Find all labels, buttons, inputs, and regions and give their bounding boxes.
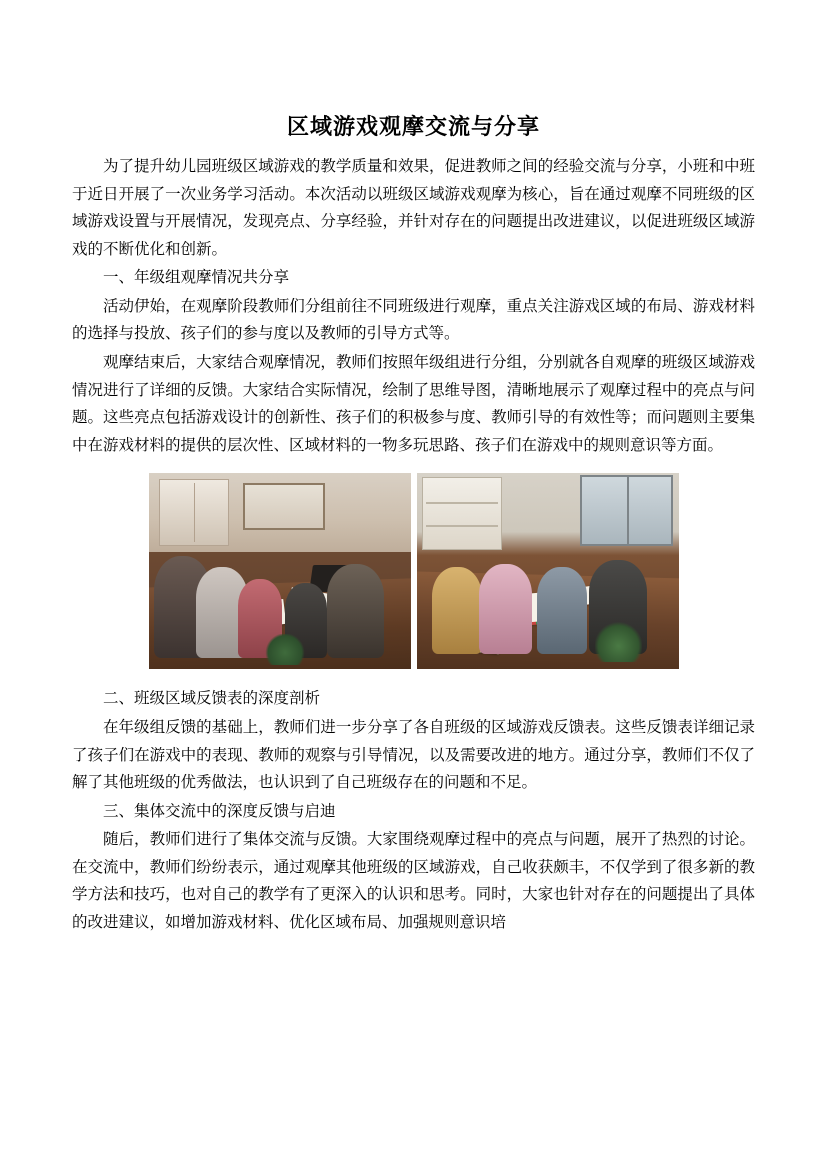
photo-person xyxy=(479,564,531,654)
heading-section-three: 三、集体交流中的深度反馈与启迪 xyxy=(103,802,336,820)
photo-person xyxy=(432,567,482,653)
paragraph-section-three: 随后，教师们进行了集体交流与反馈。大家围绕观摩过程中的亮点与问题，展开了热烈的讨论。在交流中，教师们纷纷表示，通过观摩其他班级的区域游戏，自己收获颇丰，不仅学到了很多新的教学方法和技巧，也对自己的教学有了更深入的认识和思考。同时，大家也针对存在的问题提出了具体的改进建议，如增加游戏材料、优化区域布局、加强规则意识培 xyxy=(72,831,755,931)
paragraph-section-one-b: 观摩结束后，大家结合观摩情况，教师们按照年级组进行分组，分别就各自观摩的班级区域游戏情况进行了详细的反馈。大家结合实际情况，绘制了思维导图，清晰地展示了观摩过程中的亮点与问题。这些亮点包括游戏设计的创新性、孩子们的积极参与度、教师引导的有效性等；而问题则主要集中在游戏材料的提供的层次性、区域材料的一物多玩思路、孩子们在游戏中的规则意识等方面。 xyxy=(72,354,755,454)
photo-teachers-group-discussion-right xyxy=(417,473,679,669)
image-row xyxy=(72,473,755,669)
page-title: 区域游戏观摩交流与分享 xyxy=(286,115,540,140)
photo-bookshelf xyxy=(422,477,503,550)
photo-cabinet xyxy=(159,479,229,546)
photo-person xyxy=(327,564,385,658)
photo-window xyxy=(580,475,673,546)
photo-plant xyxy=(264,634,306,665)
paragraph-section-one-a: 活动伊始，在观摩阶段教师们分组前往不同班级进行观摩，重点关注游戏区域的布局、游戏材料的选择与投放、孩子们的参与度以及教师的引导方式等。 xyxy=(72,297,755,343)
heading-section-two: 二、班级区域反馈表的深度剖析 xyxy=(103,690,321,708)
paragraph-section-two: 在年级组反馈的基础上，教师们进一步分享了各自班级的区域游戏反馈表。这些反馈表详细记录了孩子们在游戏中的表现、教师的观察与引导情况，以及需要改进的地方。通过分享，教师们不仅了解了其他班级的优秀做法，也认识到了自己班级存在的问题和不足。 xyxy=(72,718,755,792)
photo-person xyxy=(537,567,587,653)
photo-plant xyxy=(595,622,642,661)
photo-teachers-group-discussion-left xyxy=(149,473,411,669)
paragraph-intro: 为了提升幼儿园班级区域游戏的教学质量和效果，促进教师之间的经验交流与分享，小班和中班于近日开展了一次业务学习活动。本次活动以班级区域游戏观摩为核心，旨在通过观摩不同班级的区域游戏设置与开展情况，发现亮点、分享经验，并针对存在的问题提出改进建议，以促进班级区域游戏的不断优化和创新。 xyxy=(72,158,755,258)
photo-whiteboard xyxy=(243,483,326,530)
heading-section-one: 一、年级组观摩情况共分享 xyxy=(103,269,290,287)
